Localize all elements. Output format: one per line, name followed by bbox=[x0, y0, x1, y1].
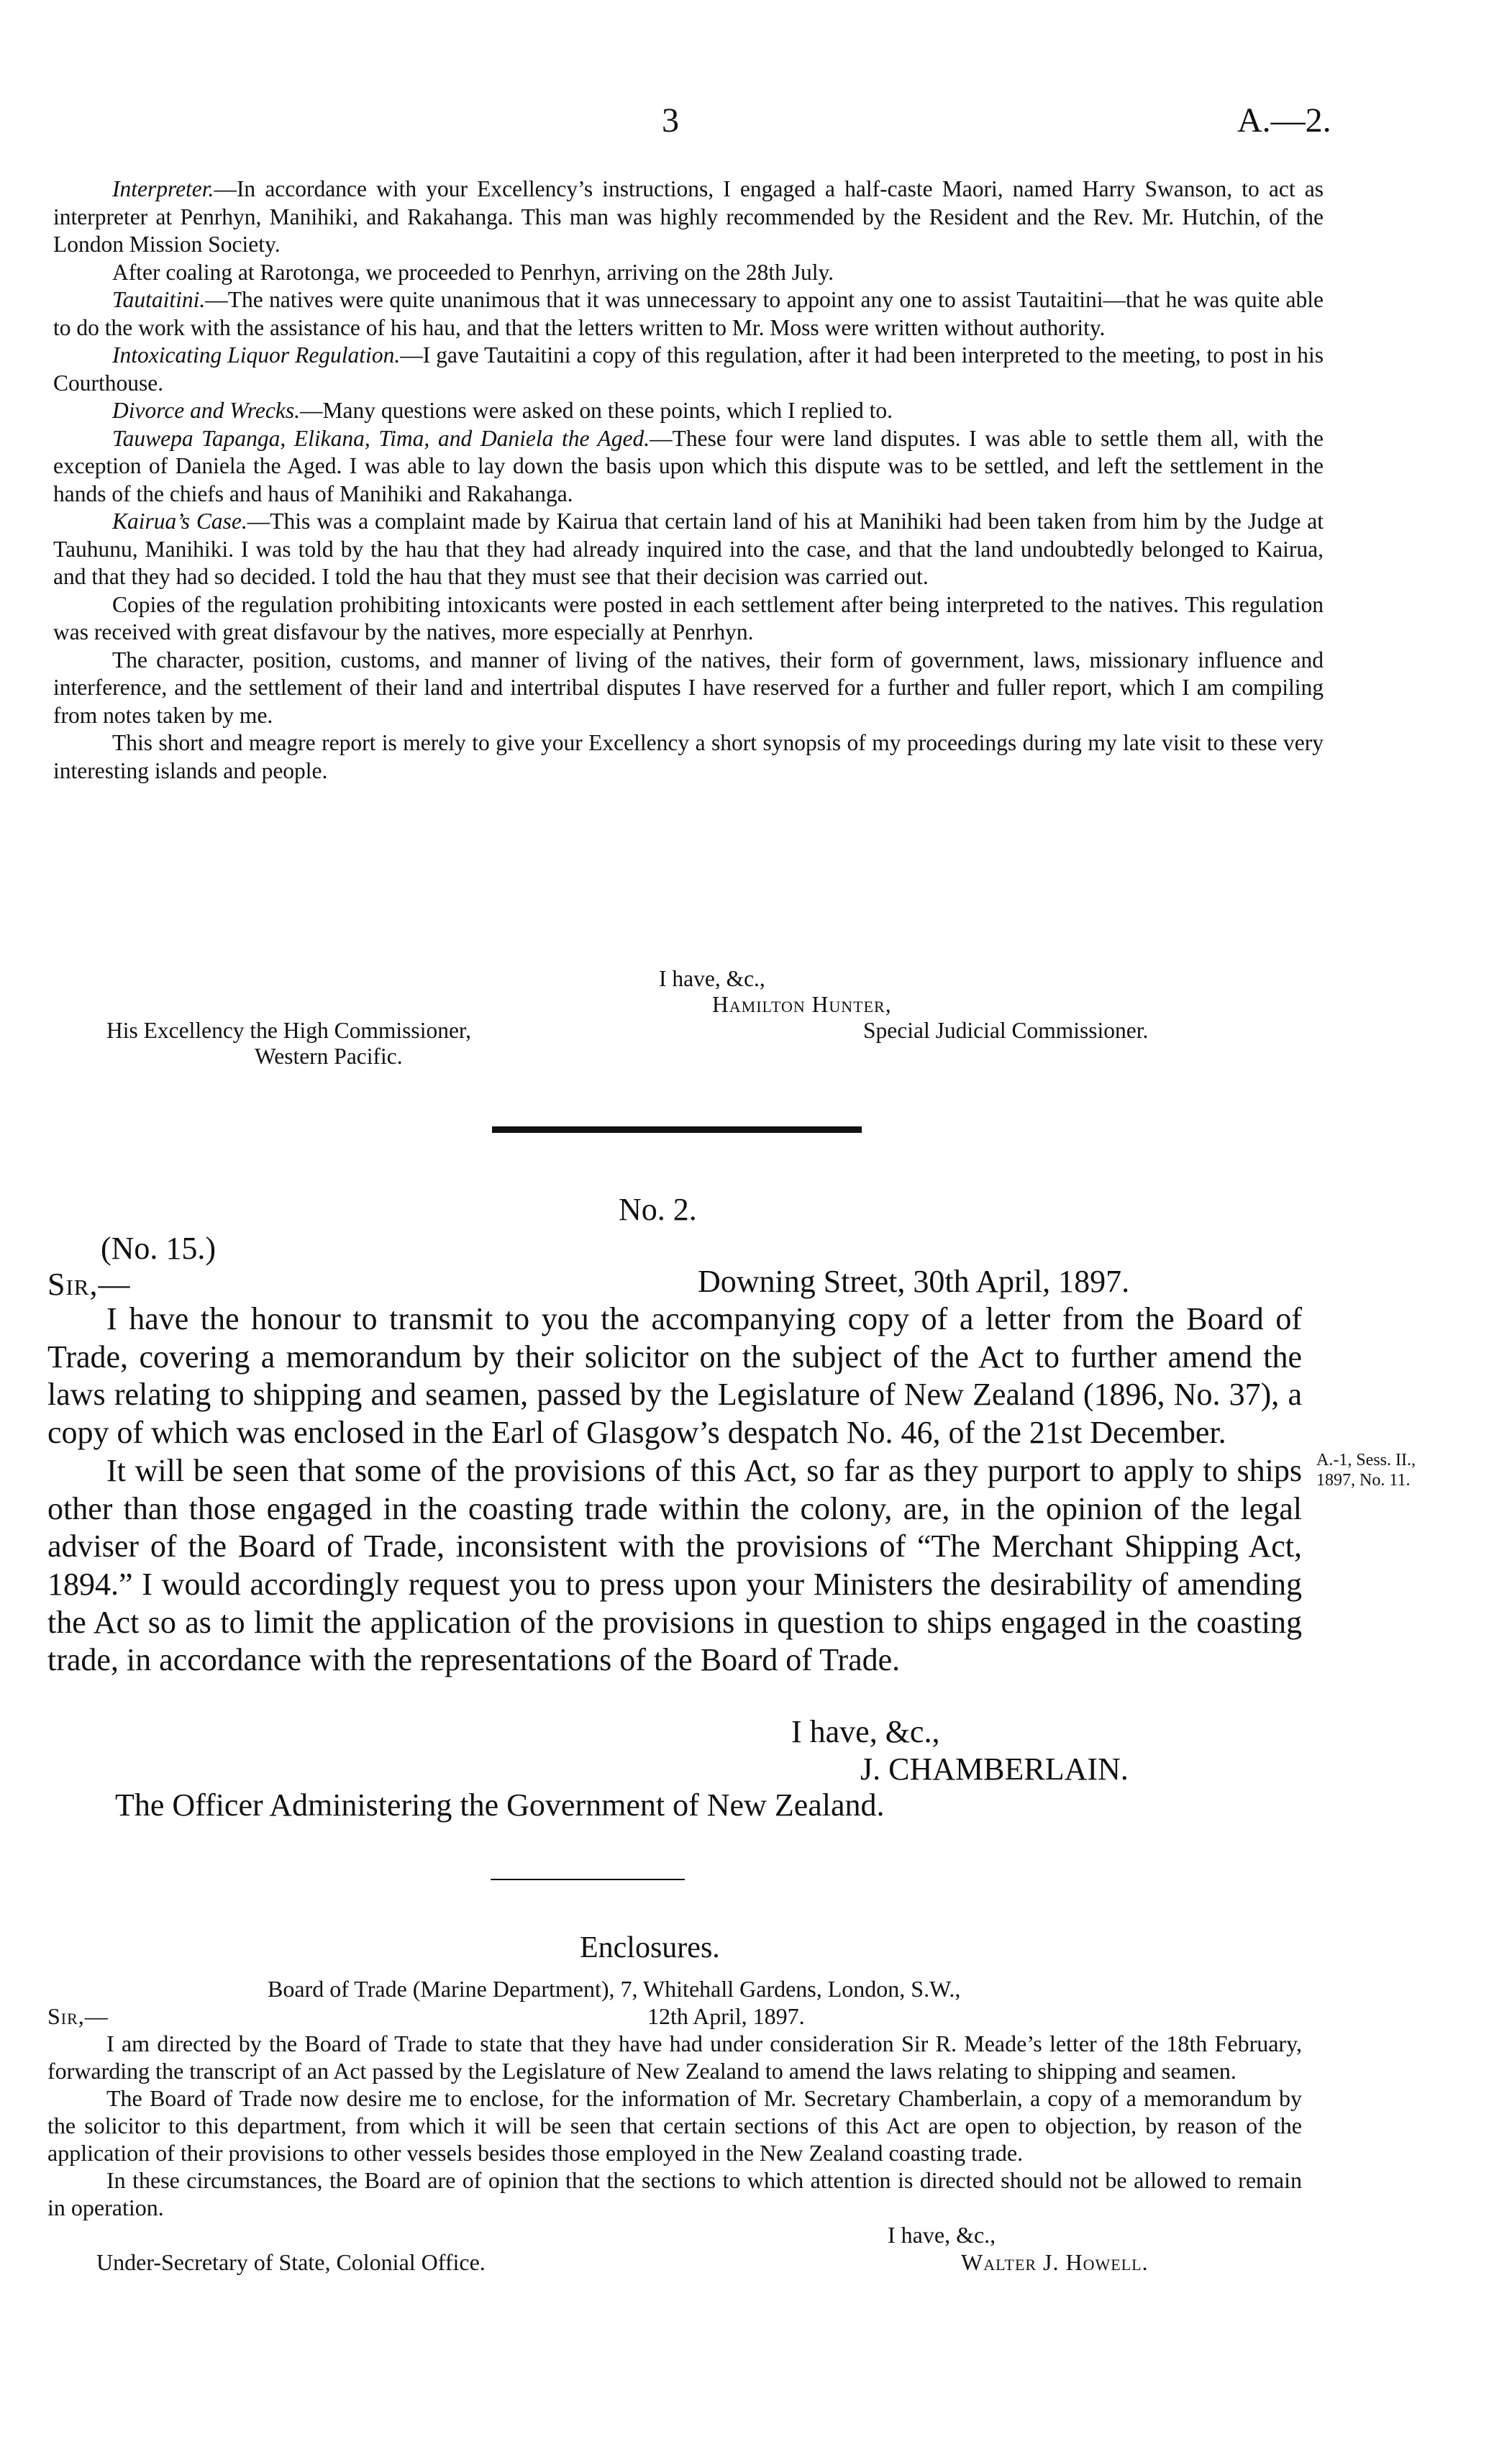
report-body bbox=[53, 176, 1324, 785]
letter-body bbox=[47, 1300, 1302, 1680]
letter-paragraph: I have the honour to transmit to you the accompanying copy of a letter from the Board of Trade, covering a memorandum by their solicitor on the subject of the Act to further amend the laws relating to shipping and seamen, passed by the Legislature of New Zealand (1896, No. 37), a copy of which was enclosed in the Earl of Glasgow’s despatch No. 46, of the 21st December. bbox=[47, 1301, 1302, 1451]
enclosure-body bbox=[47, 2030, 1302, 2221]
enclosure-closing: I have, &c., bbox=[888, 2222, 996, 2248]
report-paragraph: Divorce and Wrecks.—Many questions were asked on these points, which I replied to. bbox=[112, 398, 893, 423]
letter-addressee: The Officer Administering the Government of New Zealand. bbox=[115, 1787, 885, 1823]
letter-signature: J. CHAMBERLAIN. bbox=[860, 1751, 1129, 1787]
report-paragraph: This short and meagre report is merely to give your Excellency a short synopsis of my proceedings during my late visit to these very interesting islands and people. bbox=[53, 730, 1324, 783]
enclosure-from: Board of Trade (Marine Department), 7, Whitehall Gardens, London, S.W., bbox=[268, 1976, 961, 2002]
section-reference: A.—2. bbox=[1237, 101, 1331, 140]
report-signatory-title: Special Judicial Commissioner. bbox=[863, 1018, 1149, 1043]
enclosure-salutation: Sir,— bbox=[47, 2003, 109, 2029]
report-paragraph: The character, position, customs, and manner of living of the natives, their form of government, laws, missionary influence and interference, and the settlement of their land and intertribal disputes I have reserved for a further and fuller report, which I am compiling from notes taken by me. bbox=[53, 647, 1324, 728]
report-addressee: His Excellency the High Commissioner, bbox=[106, 1018, 472, 1043]
letter-heading: No. 2. bbox=[619, 1192, 697, 1227]
report-paragraph: Copies of the regulation prohibiting intoxicants were posted in each settlement after being interpreted to the natives. This regulation was received with great disfavour by the natives, more especially at Penrhyn. bbox=[53, 591, 1324, 644]
page-number: 3 bbox=[662, 101, 679, 140]
section-divider bbox=[492, 1126, 862, 1133]
margin-note: A.-1, Sess. II., 1897, No. 11. bbox=[1316, 1451, 1416, 1490]
report-paragraph: Intoxicating Liquor Regulation.—I gave Tautaitini a copy of this regulation, after it had been interpreted to the meeting, to post in his Courthouse. bbox=[53, 342, 1324, 396]
report-paragraph: Interpreter.—In accordance with your Excellency’s instructions, I engaged a half-caste Maori, named Harry Swanson, to act as interpreter at Penrhyn, Manihiki, and Rakahanga. This man was highly recommended by the Resident and the Rev. Mr. Hutchin, of the London Mission Society. bbox=[53, 176, 1324, 257]
enclosure-addressee: Under-Secretary of State, Colonial Office. bbox=[96, 2249, 486, 2275]
report-closing: I have, &c., bbox=[659, 966, 765, 991]
enclosure-paragraph: The Board of Trade now desire me to enclose, for the information of Mr. Secretary Chamberlain, a copy of a memorandum by the solicitor to this department, from which it will be seen that certain sections of this Act are open to objection, by reason of the application of their provisions to other vessels besides those employed in the New Zealand coasting trade. bbox=[47, 2085, 1302, 2166]
letter-closing: I have, &c., bbox=[791, 1714, 940, 1749]
enclosure-date: 12th April, 1897. bbox=[647, 2003, 805, 2029]
report-paragraph: Kairua’s Case.—This was a complaint made by Kairua that certain land of his at Manihiki had been taken from him by the Judge at Tauhunu, Manihiki. I was told by the hau that they had already inquired into the case, and that the land undoubtedly belonged to Kairua, and that they had so decided. I told the hau that they must see that their decision was carried out. bbox=[53, 509, 1324, 589]
enclosure-divider bbox=[491, 1879, 685, 1880]
report-signature: Hamilton Hunter, bbox=[712, 992, 892, 1017]
letter-paragraph: It will be seen that some of the provisions of this Act, so far as they purport to apply to ships other than those engaged in the coasting trade within the colony, are, in the opinion of the legal adviser of the Board of Trade, inconsistent with the provisions of “The Merchant Shipping Act, 1894.” I would accordingly request you to press upon your Ministers the desirability of amending the Act so as to limit the application of the provisions in question to ships engaged in the coasting trade, in accordance with the representations of the Board of Trade. bbox=[47, 1452, 1302, 1678]
report-paragraph: Tautaitini.—The natives were quite unanimous that it was unnecessary to appoint any one to assist Tautaitini—that he was quite able to do the work with the assistance of his hau, and that the letters written to Mr. Moss were written without authority. bbox=[53, 287, 1324, 340]
letter-salutation: Sir,— bbox=[47, 1267, 131, 1302]
report-addressee-line2: Western Pacific. bbox=[255, 1044, 403, 1069]
report-paragraph: Tauwepa Tapanga, Elikana, Tima, and Daniela the Aged.—These four were land disputes. I was able to settle them all, with the exception of Daniela the Aged. I was able to lay down the basis upon which this dispute was to be settled, and left the settlement in the hands of the chiefs and haus of Manihiki and Rakahanga. bbox=[53, 425, 1324, 506]
enclosure-paragraph: In these circumstances, the Board are of opinion that the sections to which attention is directed should not be allowed to remain in operation. bbox=[47, 2167, 1302, 2220]
report-paragraph: After coaling at Rarotonga, we proceeded to Penrhyn, arriving on the 28th July. bbox=[112, 259, 834, 285]
letter-place-date: Downing Street, 30th April, 1897. bbox=[698, 1264, 1130, 1299]
enclosure-paragraph: I am directed by the Board of Trade to state that they have had under consideration Sir R. Meade’s letter of the 18th February, forwarding the transcript of an Act passed by the Legislature of New Zealand to amend the laws relating to shipping and seamen. bbox=[47, 2031, 1302, 2084]
enclosures-heading: Enclosures. bbox=[580, 1931, 720, 1964]
enclosure-signature: Walter J. Howell. bbox=[961, 2249, 1149, 2275]
letter-reference: (No. 15.) bbox=[101, 1231, 217, 1266]
